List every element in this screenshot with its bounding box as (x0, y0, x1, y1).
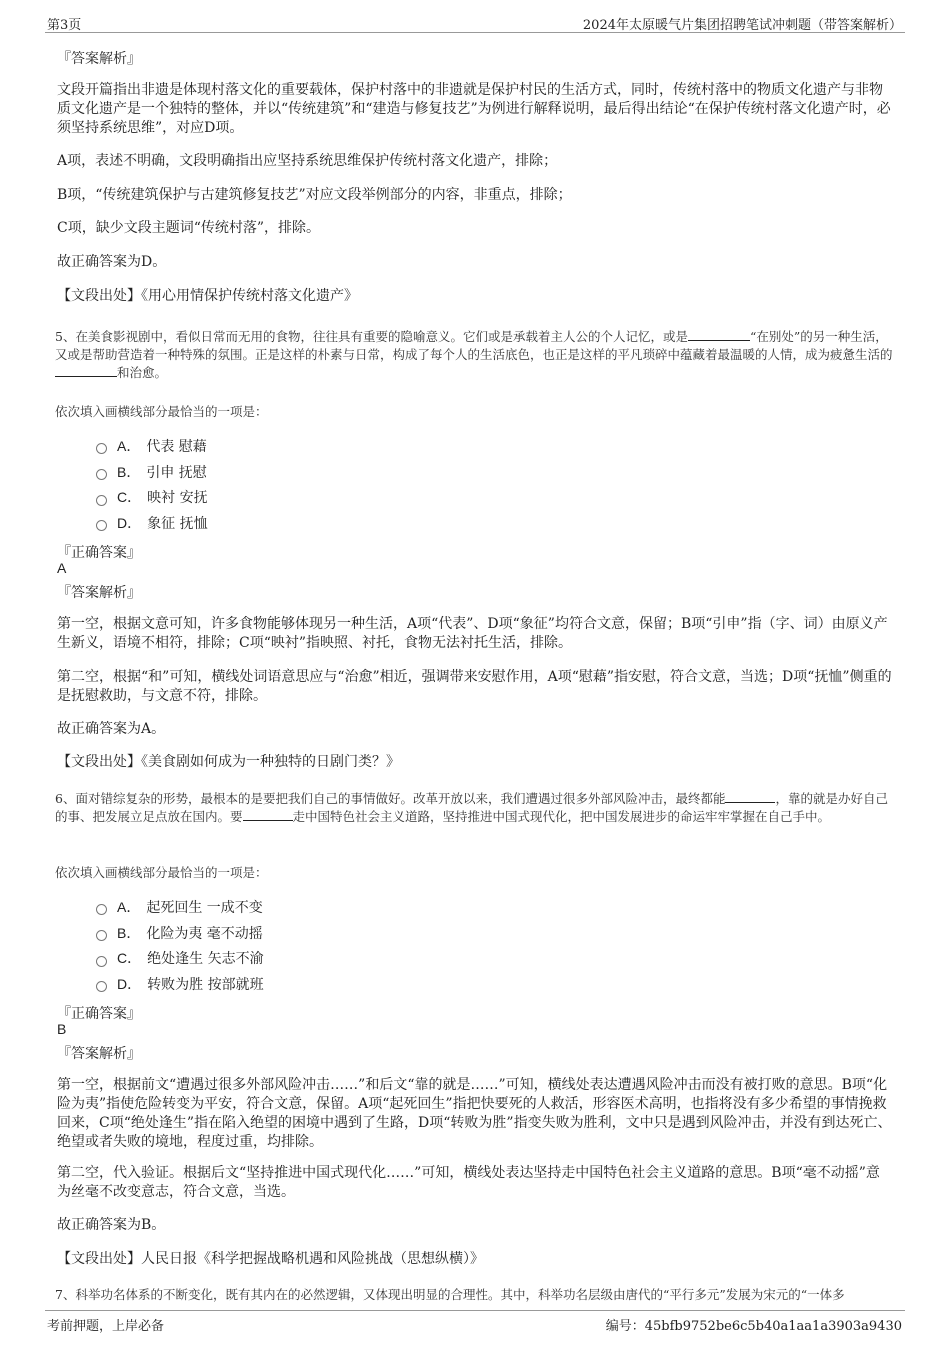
q5-option-c[interactable]: C． 映衬 安抚 (96, 484, 208, 510)
q6-conclusion: 故正确答案为B。 (57, 1217, 166, 1233)
q4-analysis-p2: A项，表述不明确，文段明确指出应坚持系统思维保护传统村落文化遗产，排除； (57, 153, 558, 169)
document-title: 2024年太原暖气片集团招聘笔试冲刺题（带答案解析） (582, 18, 902, 33)
q5-blank-2 (55, 364, 117, 377)
page-footer (0, 1310, 950, 1334)
q6-option-c[interactable]: C． 绝处逢生 矢志不渝 (96, 945, 264, 971)
header-divider (45, 32, 905, 33)
page-number: 第3页 (47, 18, 82, 33)
q6-stem: 6、面对错综复杂的形势，最根本的是要把我们自己的事情做好。改革开放以来，我们遭遇过很多外部风险冲击，最终都能 ，靠的就是办好自己的事、把发展立足点放在国内。要 走中国特色社会主义道路，坚持推进中国式现代化，把中国发展进步的命运牢牢掌握在自己手中。 (55, 791, 888, 824)
q6-analysis-p2: 第二空，代入验证。根据后文“坚持推进中国式现代化……”可知，横线处表达坚持走中国特色社会主义道路的意思。B项“毫不动摇”意为丝毫不改变意志，符合文意，当选。 (57, 1165, 880, 1200)
q6-analysis-p1: 第一空，根据前文“遭遇过很多外部风险冲击……”和后文“靠的就是……”可知，横线处表达遭遇风险冲击而没有被打败的意思。B项“化险为夷”指使危险转变为平安，符合文意，保留。A项“起死回生”指把快要死的人救活，形容医术高明，也指将没有多少希望的事情挽救回来，C项“绝处逢生”指在陷入绝望的困境中遇到了生路，D项“转败为胜”指变失败为胜利，文中只是遇到风险冲击，并没有到达死亡、绝望或者失败的境地，程度过重，均排除。 (57, 1077, 892, 1150)
radio-icon[interactable] (96, 520, 107, 531)
q6-option-d[interactable]: D． 转败为胜 按部就班 (96, 971, 264, 997)
q6-options (96, 894, 264, 997)
footer-slogan: 考前押题，上岸必备 (47, 1319, 165, 1334)
q5-prompt: 依次填入画横线部分最恰当的一项是： (55, 404, 268, 419)
q5-analysis-p1: 第一空，根据文意可知，许多食物能够体现另一种生活，A项“代表”、D项“象征”均符合文意，保留；B项“引申”指（字、词）由原义产生新义，语境不相符，排除；C项“映衬”指映照、衬托，食物无法衬托生活，排除。 (57, 616, 888, 651)
q4-analysis-p1: 文段开篇指出非遗是体现村落文化的重要载体，保护村落中的非遗就是保护村民的生活方式，同时，传统村落中的物质文化遗产与非物质文化遗产是一个独特的整体，并以“传统建筑”和“建造与修复技艺”为例进行解释说明，最后得出结论“在保护传统村落文化遗产时，必须坚持系统思维”，对应D项。 (57, 82, 891, 136)
radio-icon[interactable] (96, 981, 107, 992)
q6-option-a[interactable]: A． 起死回生 一成不变 (96, 894, 264, 920)
q5-blank-1 (688, 328, 750, 341)
q5-source: 【文段出处】《美食剧如何成为一种独特的日剧门类？》 (57, 754, 400, 770)
footer-divider (45, 1310, 905, 1311)
q5-analysis-label: 『答案解析』 (57, 585, 141, 601)
q6-option-b[interactable]: B． 化险为夷 毫不动摇 (96, 920, 264, 946)
q6-prompt: 依次填入画横线部分最恰当的一项是： (55, 865, 268, 880)
q5-stem: 5、在美食影视剧中，看似日常而无用的食物，往往具有重要的隐喻意义。它们或是承载着主人公的个人记忆，或是 “在别处”的另一种生活，又或是帮助营造着一种特殊的氛围。正是这样的朴素与日常，构成了每个人的生活底色，也正是这样的平凡琐碎中蕴藏着最温暖的人情，成为疲惫生活的和治愈。 (55, 329, 893, 380)
q6-blank-1 (725, 790, 775, 803)
q6-answer: B (57, 1021, 67, 1037)
radio-icon[interactable] (96, 469, 107, 480)
q4-analysis-p4: C项，缺少文段主题词“传统村落”，排除。 (57, 220, 321, 236)
q4-analysis-label: 『答案解析』 (57, 51, 141, 67)
radio-icon[interactable] (96, 904, 107, 915)
radio-icon[interactable] (96, 495, 107, 506)
radio-icon[interactable] (96, 956, 107, 967)
q6-correct-label: 『正确答案』 (57, 1006, 141, 1022)
q5-answer: A (57, 560, 67, 576)
radio-icon[interactable] (96, 930, 107, 941)
q6-blank-2 (243, 808, 293, 821)
document-code: 编号：45bfb9752be6c5b40a1aa1a3903a9430 (605, 1319, 902, 1334)
q5-option-d[interactable]: D． 象征 抚恤 (96, 510, 208, 536)
page-header (0, 10, 950, 36)
q4-analysis-p3: B项，“传统建筑保护与古建筑修复技艺”对应文段举例部分的内容，非重点，排除； (57, 187, 572, 203)
q5-options (96, 433, 208, 536)
q6-analysis-label: 『答案解析』 (57, 1046, 141, 1062)
q5-correct-label: 『正确答案』 (57, 545, 141, 561)
q4-conclusion: 故正确答案为D。 (57, 254, 167, 270)
q4-source: 【文段出处】《用心用情保护传统村落文化遗产》 (57, 288, 358, 304)
q5-conclusion: 故正确答案为A。 (57, 721, 166, 737)
q7-stem: 7、科举功名体系的不断变化，既有其内在的必然逻辑，又体现出明显的合理性。其中，科举功名层级由唐代的“平行多元”发展为宋元的“一体多 (55, 1287, 845, 1302)
q6-source: 【文段出处】人民日报《科学把握战略机遇和风险挑战（思想纵横）》 (57, 1251, 484, 1267)
q5-option-a[interactable]: A． 代表 慰藉 (96, 433, 208, 459)
q5-analysis-p2: 第二空，根据“和”可知，横线处词语意思应与“治愈”相近，强调带来安慰作用，A项“慰藉”指安慰，符合文意，当选；D项“抚恤”侧重的是抚慰救助，与文意不符，排除。 (57, 669, 892, 704)
radio-icon[interactable] (96, 443, 107, 454)
q5-option-b[interactable]: B． 引申 抚慰 (96, 459, 208, 485)
